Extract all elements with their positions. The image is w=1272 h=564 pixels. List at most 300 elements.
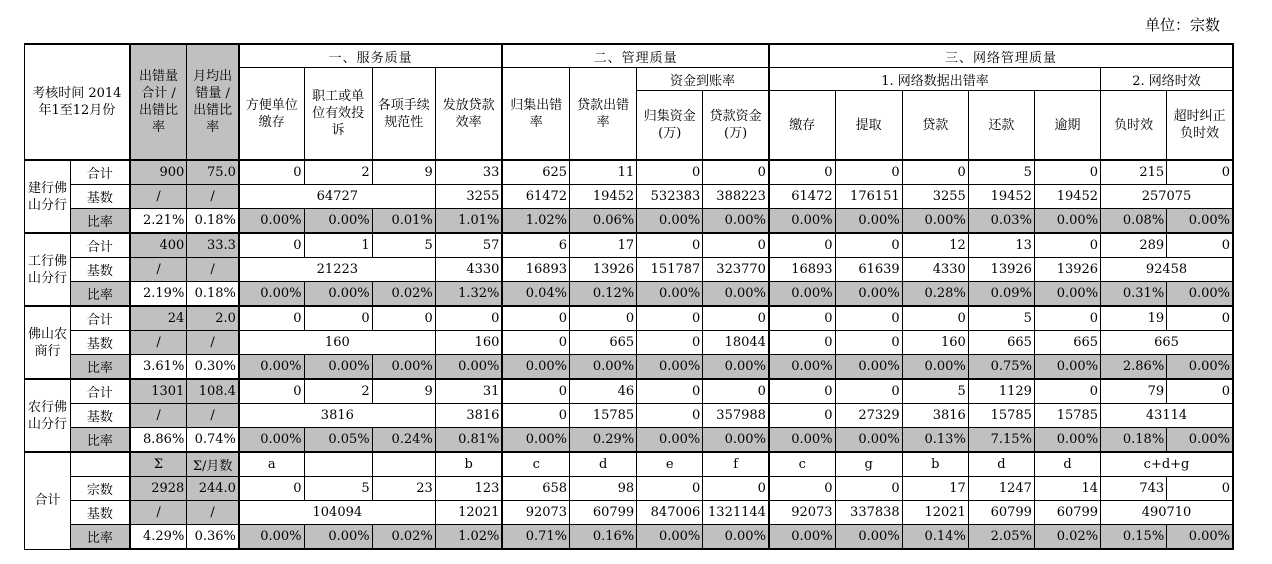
- table-row: [25, 282, 1234, 307]
- base-cell: 92458: [1101, 258, 1233, 282]
- rate-cell: 0.00%: [902, 209, 968, 234]
- total-cell: 0: [304, 306, 372, 331]
- header-col: 负时效: [1101, 91, 1167, 161]
- rate-cell: 0.00%: [239, 525, 304, 550]
- rate-cell: 0.00%: [1034, 428, 1100, 453]
- base-cell: 4330: [435, 258, 502, 282]
- base-cell: 16893: [502, 258, 569, 282]
- rate-cell: 0.00%: [703, 525, 769, 550]
- table-row: [25, 331, 1234, 355]
- total-cell: 5: [968, 160, 1034, 185]
- rate-cell: 0.00%: [304, 209, 372, 234]
- rate-cell: 1.02%: [435, 525, 502, 550]
- total-cell: 31: [435, 379, 502, 404]
- total-cell: 0: [637, 306, 703, 331]
- row-label-rate: 比率: [71, 525, 130, 550]
- total-cell: 0: [769, 233, 835, 258]
- base-cell: 665: [968, 331, 1034, 355]
- total-cell: 0: [835, 379, 902, 404]
- rate-cell: 0.00%: [637, 428, 703, 453]
- bank-name: 工行佛山分行: [25, 233, 71, 306]
- rate-cell: 2.05%: [968, 525, 1034, 550]
- total-error: 400: [130, 233, 187, 258]
- rate-cell: 0.00%: [835, 355, 902, 380]
- total-cell: 14: [1034, 477, 1100, 501]
- total-cell: 0: [637, 477, 703, 501]
- total-cell: 19: [1101, 306, 1167, 331]
- header-col: 还款: [968, 91, 1034, 161]
- total-cell: 0: [1034, 233, 1100, 258]
- rate-cell: 0.00%: [304, 282, 372, 307]
- total-cell: 658: [502, 477, 569, 501]
- base-cell: 19452: [570, 185, 637, 209]
- formula-cell: b: [902, 452, 968, 477]
- total-cell: 0: [1034, 306, 1100, 331]
- rate-cell: 8.86%: [130, 428, 187, 453]
- total-cell: 0: [835, 233, 902, 258]
- base-cell: 0: [637, 404, 703, 428]
- table-row: [25, 525, 1234, 550]
- base-cell: 665: [1101, 331, 1233, 355]
- base-cell: 3816: [902, 404, 968, 428]
- total-cell: 0: [372, 306, 435, 331]
- bank-name: 农行佛山分行: [25, 379, 71, 452]
- header-col: 贷款出错率: [570, 68, 637, 161]
- header-fund-arrival: 资金到账率: [637, 68, 769, 91]
- base-cell: 3255: [435, 185, 502, 209]
- formula-cell: e: [637, 452, 703, 477]
- total-cell: 0: [239, 379, 304, 404]
- base-cell: 847006: [637, 501, 703, 525]
- rate-cell: 0.00%: [1167, 209, 1233, 234]
- assessment-table: [24, 43, 1234, 550]
- total-cell: 0: [1167, 477, 1233, 501]
- row-label-base: 基数: [71, 185, 130, 209]
- base-cell: 532383: [637, 185, 703, 209]
- rate-cell: 0.36%: [187, 525, 239, 550]
- rate-cell: 7.15%: [968, 428, 1034, 453]
- base-cell: 64727: [239, 185, 435, 209]
- base-cell: 61472: [769, 185, 835, 209]
- base-cell: 665: [1034, 331, 1100, 355]
- header-monthly-error: 月均出错量 / 出错比率: [187, 44, 239, 160]
- base-cell: 104094: [239, 501, 435, 525]
- total-cell: 743: [1101, 477, 1167, 501]
- total-cell: 0: [239, 160, 304, 185]
- base-cell: 3816: [239, 404, 435, 428]
- base-cell: 0: [769, 404, 835, 428]
- base-cell: /: [187, 331, 239, 355]
- total-error: 24: [130, 306, 187, 331]
- total-cell: 5: [902, 379, 968, 404]
- rate-cell: 0.18%: [187, 282, 239, 307]
- header-col: 缴存: [769, 91, 835, 161]
- table-row: [25, 355, 1234, 380]
- formula-cell: d: [570, 452, 637, 477]
- total-cell: 0: [703, 306, 769, 331]
- total-cell: 625: [502, 160, 569, 185]
- total-cell: 1247: [968, 477, 1034, 501]
- header-col: 逾期: [1034, 91, 1100, 161]
- rate-cell: 0.00%: [769, 209, 835, 234]
- header-col: 职工或单位有效投诉: [304, 68, 372, 161]
- total-cell: 2: [304, 379, 372, 404]
- rate-cell: 0.00%: [703, 209, 769, 234]
- base-cell: 490710: [1101, 501, 1233, 525]
- header-management-quality: 二、管理质量: [502, 44, 769, 68]
- total-cell: 9: [372, 160, 435, 185]
- total-cell: 13: [968, 233, 1034, 258]
- header-total-error: 出错量合计 / 出错比率: [130, 44, 187, 160]
- formula-cell: g: [835, 452, 902, 477]
- formula-cell: [372, 452, 435, 477]
- base-cell: 60799: [1034, 501, 1100, 525]
- header-col: 方便单位缴存: [239, 68, 304, 161]
- rate-cell: 0.75%: [968, 355, 1034, 380]
- formula-cell: f: [703, 452, 769, 477]
- table-row: [25, 306, 1234, 331]
- total-cell: 2: [304, 160, 372, 185]
- formula-cell: c+d+g: [1101, 452, 1233, 477]
- header-network-data: 1. 网络数据出错率: [769, 68, 1101, 91]
- total-cell: 289: [1101, 233, 1167, 258]
- base-cell: 21223: [239, 258, 435, 282]
- total-cell: 0: [703, 233, 769, 258]
- rate-cell: 0.00%: [637, 282, 703, 307]
- rate-cell: 0.00%: [435, 355, 502, 380]
- base-cell: 337838: [835, 501, 902, 525]
- base-cell: 160: [902, 331, 968, 355]
- rate-cell: 0.00%: [835, 209, 902, 234]
- header-col: 贷款资金(万): [703, 91, 769, 161]
- total-cell: 33: [435, 160, 502, 185]
- total-cell: 57: [435, 233, 502, 258]
- total-error: 900: [130, 160, 187, 185]
- total-cell: 0: [769, 306, 835, 331]
- rate-cell: 0.00%: [637, 355, 703, 380]
- total-cell: 0: [769, 477, 835, 501]
- rate-cell: 0.00%: [769, 355, 835, 380]
- base-cell: 665: [570, 331, 637, 355]
- total-cell: 1: [304, 233, 372, 258]
- table-row: [25, 379, 1234, 404]
- base-cell: 19452: [1034, 185, 1100, 209]
- total-cell: 0: [769, 160, 835, 185]
- formula-cell: b: [435, 452, 502, 477]
- total-cell: 5: [968, 306, 1034, 331]
- row-label-base: 基数: [71, 404, 130, 428]
- rate-cell: 0.00%: [769, 525, 835, 550]
- formula-cell: Σ: [130, 452, 187, 477]
- total-cell: 5: [304, 477, 372, 501]
- base-cell: 151787: [637, 258, 703, 282]
- rate-cell: 4.29%: [130, 525, 187, 550]
- bank-name: 合计: [25, 452, 71, 549]
- rate-cell: 0.00%: [703, 428, 769, 453]
- total-cell: 0: [435, 306, 502, 331]
- base-cell: 27329: [835, 404, 902, 428]
- base-cell: 0: [502, 331, 569, 355]
- base-cell: /: [187, 404, 239, 428]
- rate-cell: 0.00%: [902, 355, 968, 380]
- total-cell: 79: [1101, 379, 1167, 404]
- row-label-total: 合计: [71, 306, 130, 331]
- total-cell: 0: [1167, 233, 1233, 258]
- total-cell: 0: [239, 233, 304, 258]
- rate-cell: 0.00%: [1167, 428, 1233, 453]
- rate-cell: 0.29%: [570, 428, 637, 453]
- rate-cell: 0.00%: [304, 525, 372, 550]
- total-cell: 0: [703, 160, 769, 185]
- row-label-total: 合计: [71, 233, 130, 258]
- rate-cell: 0.00%: [1034, 282, 1100, 307]
- header-col: 贷款: [902, 91, 968, 161]
- base-cell: 18044: [703, 331, 769, 355]
- rate-cell: 0.00%: [1167, 355, 1233, 380]
- rate-cell: 0.00%: [835, 525, 902, 550]
- rate-cell: 0.14%: [902, 525, 968, 550]
- base-cell: 1321144: [703, 501, 769, 525]
- rate-cell: 2.86%: [1101, 355, 1167, 380]
- total-cell: 0: [502, 379, 569, 404]
- total-cell: 17: [570, 233, 637, 258]
- total-cell: 0: [835, 306, 902, 331]
- rate-cell: 0.06%: [570, 209, 637, 234]
- base-cell: /: [187, 185, 239, 209]
- table-row: [25, 185, 1234, 209]
- rate-cell: 0.28%: [902, 282, 968, 307]
- unit-label: 单位：宗数: [1144, 16, 1220, 34]
- total-cell: 0: [835, 477, 902, 501]
- formula-cell: c: [769, 452, 835, 477]
- row-label-total: 合计: [71, 160, 130, 185]
- monthly-error: 33.3: [187, 233, 239, 258]
- base-cell: 12021: [435, 501, 502, 525]
- base-cell: /: [130, 331, 187, 355]
- rate-cell: 0.00%: [769, 428, 835, 453]
- base-cell: 61639: [835, 258, 902, 282]
- total-cell: 23: [372, 477, 435, 501]
- total-cell: 0: [1167, 306, 1233, 331]
- formula-cell: Σ/月数: [187, 452, 239, 477]
- base-cell: 16893: [769, 258, 835, 282]
- total-cell: 11: [570, 160, 637, 185]
- base-cell: /: [130, 404, 187, 428]
- rate-cell: 0.00%: [304, 355, 372, 380]
- base-cell: 61472: [502, 185, 569, 209]
- row-label-total: 宗数: [71, 477, 130, 501]
- total-cell: 6: [502, 233, 569, 258]
- rate-cell: 3.61%: [130, 355, 187, 380]
- total-cell: 0: [769, 379, 835, 404]
- header-col: 发放贷款效率: [435, 68, 502, 161]
- rate-cell: 0.24%: [372, 428, 435, 453]
- rate-cell: 0.15%: [1101, 525, 1167, 550]
- rate-cell: 0.16%: [570, 525, 637, 550]
- base-cell: 323770: [703, 258, 769, 282]
- total-cell: 0: [637, 379, 703, 404]
- base-cell: 92073: [502, 501, 569, 525]
- total-cell: 0: [703, 477, 769, 501]
- base-cell: 43114: [1101, 404, 1233, 428]
- base-cell: 19452: [968, 185, 1034, 209]
- base-cell: /: [187, 258, 239, 282]
- rate-cell: 0.18%: [1101, 428, 1167, 453]
- rate-cell: 0.00%: [835, 428, 902, 453]
- rate-cell: 0.00%: [239, 282, 304, 307]
- rate-cell: 0.00%: [570, 355, 637, 380]
- rate-cell: 0.00%: [1167, 525, 1233, 550]
- row-label-rate: 比率: [71, 428, 130, 453]
- rate-cell: 0.18%: [187, 209, 239, 234]
- base-cell: 15785: [570, 404, 637, 428]
- formula-cell: d: [968, 452, 1034, 477]
- total-cell: 0: [835, 160, 902, 185]
- row-label-total: 合计: [71, 379, 130, 404]
- monthly-error: 2.0: [187, 306, 239, 331]
- rate-cell: 0.00%: [1034, 209, 1100, 234]
- total-cell: 46: [570, 379, 637, 404]
- total-cell: 0: [239, 306, 304, 331]
- rate-cell: 0.00%: [703, 355, 769, 380]
- monthly-error: 244.0: [187, 477, 239, 501]
- total-cell: 123: [435, 477, 502, 501]
- rate-cell: 0.05%: [304, 428, 372, 453]
- header-col: 各项手续规范性: [372, 68, 435, 161]
- base-cell: 3816: [435, 404, 502, 428]
- base-cell: 12021: [902, 501, 968, 525]
- rate-cell: 0.02%: [372, 525, 435, 550]
- table-row: [25, 160, 1234, 185]
- monthly-error: 108.4: [187, 379, 239, 404]
- row-label-rate: 比率: [71, 282, 130, 307]
- rate-cell: 0.00%: [239, 355, 304, 380]
- total-error: 2928: [130, 477, 187, 501]
- table-body: [25, 44, 1234, 549]
- base-cell: 0: [502, 404, 569, 428]
- total-cell: 215: [1101, 160, 1167, 185]
- rate-cell: 0.04%: [502, 282, 569, 307]
- header-col: 归集资金(万): [637, 91, 703, 161]
- total-cell: 5: [372, 233, 435, 258]
- base-cell: 92073: [769, 501, 835, 525]
- base-cell: /: [187, 501, 239, 525]
- base-cell: /: [130, 501, 187, 525]
- header-network-timeliness: 2. 网络时效: [1101, 68, 1233, 91]
- base-cell: 60799: [968, 501, 1034, 525]
- base-cell: 3255: [902, 185, 968, 209]
- row-label-base: 基数: [71, 258, 130, 282]
- table-row: [25, 501, 1234, 525]
- header-col: 超时纠正负时效: [1167, 91, 1233, 161]
- base-cell: 357988: [703, 404, 769, 428]
- table-row: [25, 452, 1234, 477]
- rate-cell: 0.00%: [239, 428, 304, 453]
- total-cell: 0: [703, 379, 769, 404]
- rate-cell: 0.00%: [502, 428, 569, 453]
- bank-name: 佛山农商行: [25, 306, 71, 379]
- base-cell: /: [130, 185, 187, 209]
- table-row: [25, 258, 1234, 282]
- rate-cell: 0.00%: [769, 282, 835, 307]
- rate-cell: 0.00%: [502, 355, 569, 380]
- base-cell: 15785: [968, 404, 1034, 428]
- total-cell: 0: [570, 306, 637, 331]
- table-row: [25, 477, 1234, 501]
- base-cell: 160: [435, 331, 502, 355]
- row-label-rate: 比率: [71, 209, 130, 234]
- total-error: 1301: [130, 379, 187, 404]
- base-cell: /: [130, 258, 187, 282]
- base-cell: 388223: [703, 185, 769, 209]
- rate-cell: 0.02%: [1034, 525, 1100, 550]
- rate-cell: 0.00%: [637, 209, 703, 234]
- base-cell: 60799: [570, 501, 637, 525]
- formula-cell: a: [239, 452, 304, 477]
- rate-cell: 0.13%: [902, 428, 968, 453]
- total-cell: 12: [902, 233, 968, 258]
- rate-cell: 1.02%: [502, 209, 569, 234]
- formula-cell: c: [502, 452, 569, 477]
- total-cell: 0: [1167, 379, 1233, 404]
- rate-cell: 2.21%: [130, 209, 187, 234]
- rate-cell: 0.00%: [637, 525, 703, 550]
- base-cell: 0: [769, 331, 835, 355]
- total-cell: 0: [902, 160, 968, 185]
- total-cell: 0: [502, 306, 569, 331]
- base-cell: 257075: [1101, 185, 1233, 209]
- header-period: 考核时间 2014年1至12月份: [25, 44, 130, 160]
- header-col: 提取: [835, 91, 902, 161]
- rate-cell: 0.00%: [372, 355, 435, 380]
- base-cell: 13926: [968, 258, 1034, 282]
- formula-cell: d: [1034, 452, 1100, 477]
- monthly-error: 75.0: [187, 160, 239, 185]
- base-cell: 13926: [1034, 258, 1100, 282]
- base-cell: 0: [835, 331, 902, 355]
- total-cell: 0: [1034, 379, 1100, 404]
- header-col: 归集出错率: [502, 68, 569, 161]
- table-row: [25, 404, 1234, 428]
- total-cell: 17: [902, 477, 968, 501]
- rate-cell: 1.01%: [435, 209, 502, 234]
- rate-cell: 0.12%: [570, 282, 637, 307]
- header-service-quality: 一、服务质量: [239, 44, 503, 68]
- rate-cell: 0.08%: [1101, 209, 1167, 234]
- total-cell: 0: [637, 160, 703, 185]
- table-row: [25, 428, 1234, 453]
- base-cell: 4330: [902, 258, 968, 282]
- formula-cell: [304, 452, 372, 477]
- rate-cell: 0.00%: [1034, 355, 1100, 380]
- row-label-rate: 比率: [71, 355, 130, 380]
- rate-cell: 2.19%: [130, 282, 187, 307]
- base-cell: 160: [239, 331, 435, 355]
- rate-cell: 0.74%: [187, 428, 239, 453]
- rate-cell: 0.09%: [968, 282, 1034, 307]
- bank-name: 建行佛山分行: [25, 160, 71, 233]
- table-row: [25, 44, 1234, 68]
- total-cell: 0: [637, 233, 703, 258]
- rate-cell: 0.01%: [372, 209, 435, 234]
- rate-cell: 0.00%: [239, 209, 304, 234]
- rate-cell: 0.31%: [1101, 282, 1167, 307]
- formula-label: [71, 452, 130, 477]
- rate-cell: 1.32%: [435, 282, 502, 307]
- rate-cell: 0.00%: [703, 282, 769, 307]
- rate-cell: 0.81%: [435, 428, 502, 453]
- total-cell: 98: [570, 477, 637, 501]
